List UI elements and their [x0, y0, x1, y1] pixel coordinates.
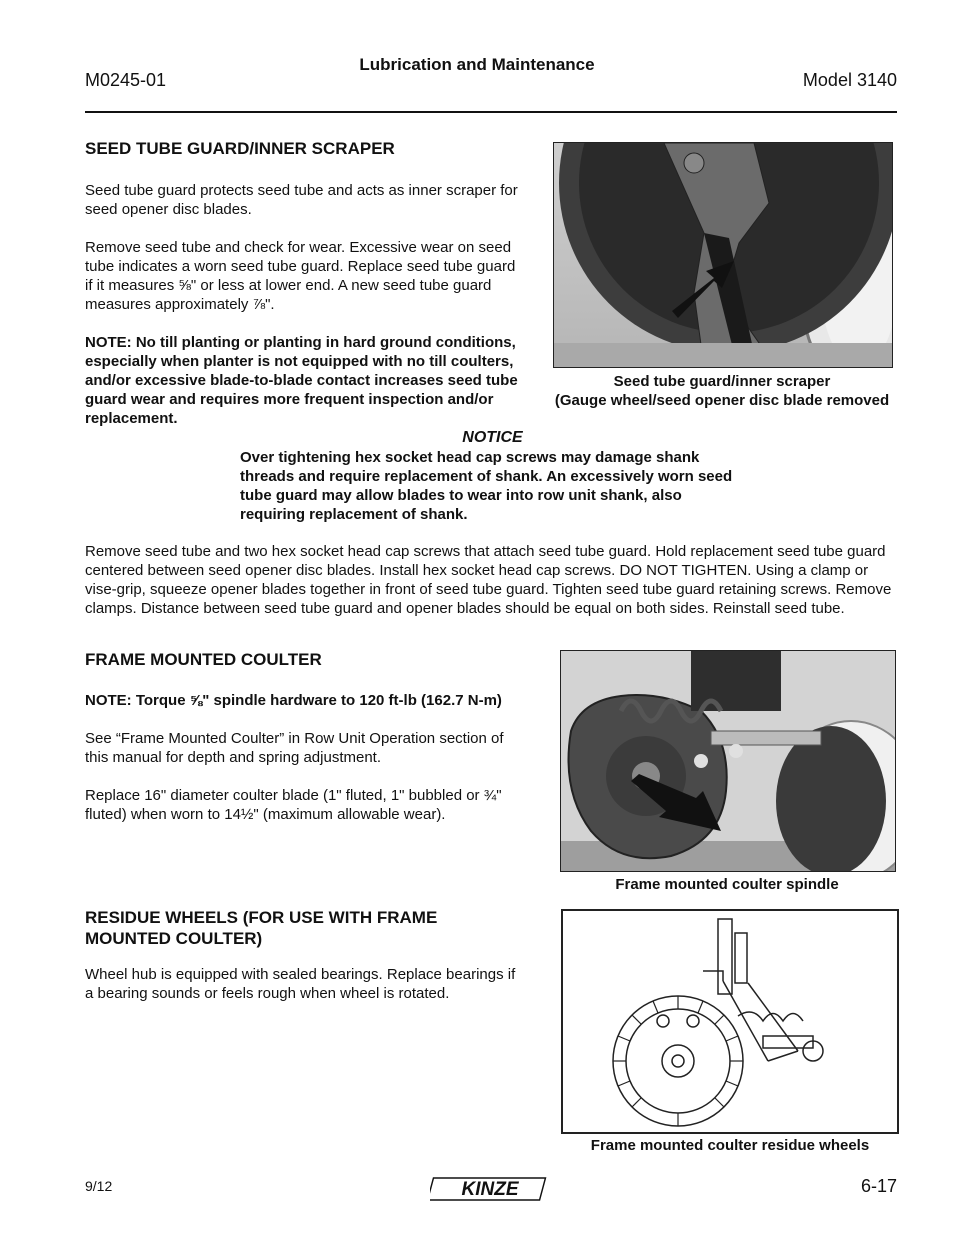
residue-wheels-caption: Frame mounted coulter residue wheels [590, 1137, 870, 1154]
seed-tube-section [85, 138, 525, 428]
seed-tube-note: NOTE: No till planting or planting in hard ground conditions, especially when planter is not equipped with no till coulters, and/or excessive blade-to-blade contact increases seed tube guard wear and requires more frequent inspection and/or replacement. [85, 334, 518, 427]
seed-tube-caption-line1: Seed tube guard/inner scraper [613, 373, 831, 390]
model-label: Model 3140 [802, 70, 897, 90]
seed-tube-para1: Seed tube guard protects seed tube and acts as inner scraper for seed opener disc blades. [85, 182, 518, 218]
seed-tube-caption [540, 372, 904, 410]
kinze-logo-icon [430, 1176, 550, 1202]
notice-box [240, 429, 745, 524]
section-title: Lubrication and Maintenance [359, 55, 595, 74]
procedure-text: Remove seed tube and two hex socket head cap screws that attach seed tube guard. Hold replacement seed tube guard centered between seed opener disc blades. Install hex socket head cap screws. DO NOT TIGHTEN. Using a clamp or vise-grip, squeeze opener blades together in front of seed tube guard. Tighten seed tube guard retaining screws. Remove clamps. Distance between seed tube guard and opener blades should be equal on both sides. Reinstall seed tube. [85, 543, 892, 617]
residue-wheels-drawing [561, 909, 899, 1134]
residue-wheels-illustration [563, 911, 897, 1132]
coulter-spindle-photo [560, 650, 896, 872]
kinze-logo [430, 1176, 550, 1202]
seed-tube-heading: SEED TUBE GUARD/INNER SCRAPER [85, 139, 395, 158]
notice-title: NOTICE [462, 429, 523, 446]
header-rule [85, 111, 897, 113]
page-number: 6-17 [860, 1176, 897, 1196]
seed-tube-para2: Remove seed tube and check for wear. Excessive wear on seed tube indicates a worn seed tube guard. Replace seed tube guard if it measures ⅝" or less at lower end. A new seed tube guard measures approximately ⅞". [85, 239, 516, 313]
revision-date: 9/12 [85, 1178, 113, 1194]
residue-wheels-para1: Wheel hub is equipped with sealed bearings. Replace bearings if a bearing sounds or feels rough when wheel is rotated. [85, 966, 516, 1002]
notice-text: Over tightening hex socket head cap screws may damage shank threads and require replacement of shank. An excessively worn seed tube guard may allow blades to wear into row unit shank, also requiring replacement of shank. [240, 449, 733, 523]
seed-tube-caption-line2: (Gauge wheel/seed opener disc blade removed [554, 392, 890, 409]
coulter-spindle-illustration [561, 651, 895, 871]
residue-wheels-section [85, 907, 525, 1003]
kinze-logo-text: KINZE [461, 1179, 519, 1200]
coulter-heading: FRAME MOUNTED COULTER [85, 650, 322, 669]
coulter-note: NOTE: Torque ⅝" spindle hardware to 120 ft-lb (162.7 N-m) [85, 692, 502, 709]
manual-number: M0245-01 [85, 70, 167, 90]
coulter-para1: See “Frame Mounted Coulter” in Row Unit Operation section of this manual for depth and spring adjustment. [85, 730, 504, 766]
coulter-section [85, 649, 525, 824]
seed-tube-guard-photo [553, 142, 893, 368]
coulter-para2: Replace 16" diameter coulter blade (1" fluted, 1" bubbled or ¾" fluted) when worn to 14½" (maximum allowable wear). [85, 787, 502, 823]
residue-wheels-heading: RESIDUE WHEELS (FOR USE WITH FRAME MOUNTED COULTER) [85, 908, 438, 948]
seed-tube-guard-illustration [554, 143, 892, 367]
coulter-caption: Frame mounted coulter spindle [615, 876, 839, 893]
procedure-block [85, 542, 897, 618]
